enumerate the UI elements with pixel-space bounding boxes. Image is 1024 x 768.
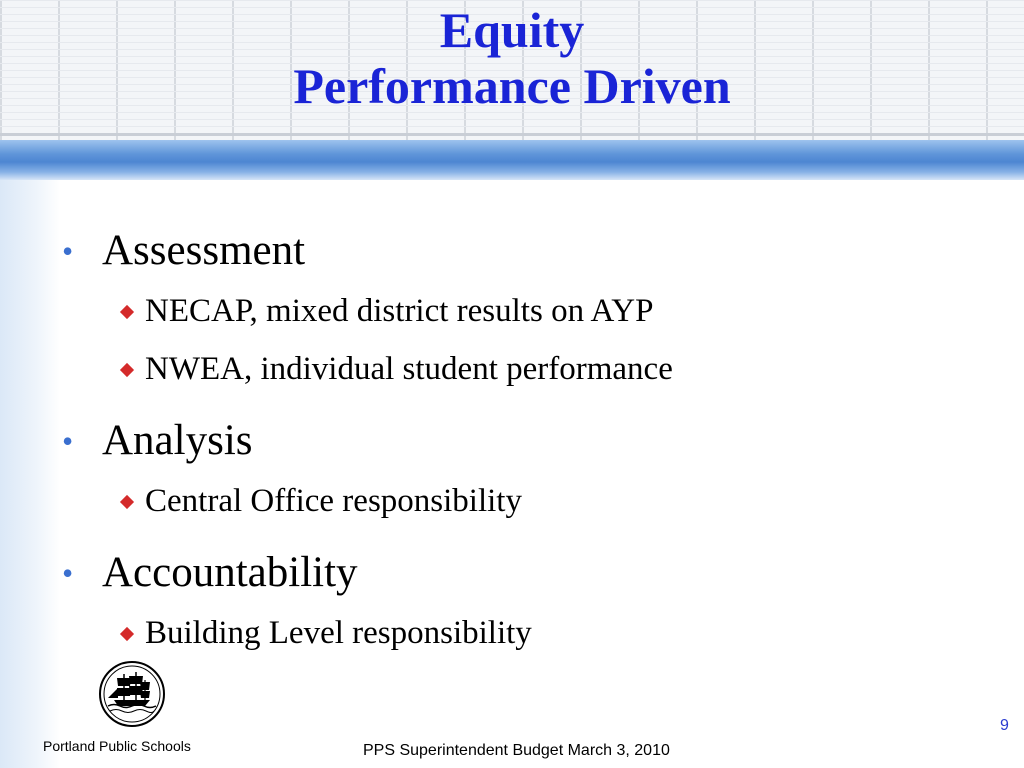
bullet-label: Analysis <box>102 417 253 464</box>
bullet-label: Accountability <box>102 549 358 596</box>
page-number: 9 <box>1000 717 1009 734</box>
slide-title <box>0 2 1024 114</box>
diamond-bullet-icon <box>120 495 134 509</box>
sub-bullet-item <box>58 282 998 340</box>
bullet-list <box>58 220 998 662</box>
footer-organization: Portland Public Schools <box>43 738 191 754</box>
bullet-item-accountability <box>58 542 998 604</box>
bullet-item-analysis <box>58 410 998 472</box>
blue-header-bar <box>0 140 1024 180</box>
sub-bullet-label: Building Level responsibility <box>145 615 532 651</box>
sub-bullet-label: NWEA, individual student performance <box>145 351 673 387</box>
diamond-bullet-icon <box>120 363 134 377</box>
bullet-label: Assessment <box>102 227 306 274</box>
title-line-2: Performance Driven <box>293 58 731 114</box>
bullet-item-assessment <box>58 220 998 282</box>
sub-bullet-item <box>58 604 998 662</box>
sub-bullet-label: Central Office responsibility <box>145 483 522 519</box>
round-bullet-icon: • <box>62 423 74 459</box>
ship-seal-logo <box>98 660 166 728</box>
sub-bullet-item <box>58 340 998 398</box>
sub-bullet-label: NECAP, mixed district results on AYP <box>145 293 654 329</box>
sub-bullet-item <box>58 472 998 530</box>
diamond-bullet-icon <box>120 305 134 319</box>
title-line-1: Equity <box>439 2 585 58</box>
footer-caption: PPS Superintendent Budget March 3, 2010 <box>363 742 670 759</box>
round-bullet-icon: • <box>62 233 74 269</box>
diamond-bullet-icon <box>120 627 134 641</box>
header-divider <box>0 133 1024 136</box>
round-bullet-icon: • <box>62 555 74 591</box>
side-gradient-band <box>0 180 60 768</box>
